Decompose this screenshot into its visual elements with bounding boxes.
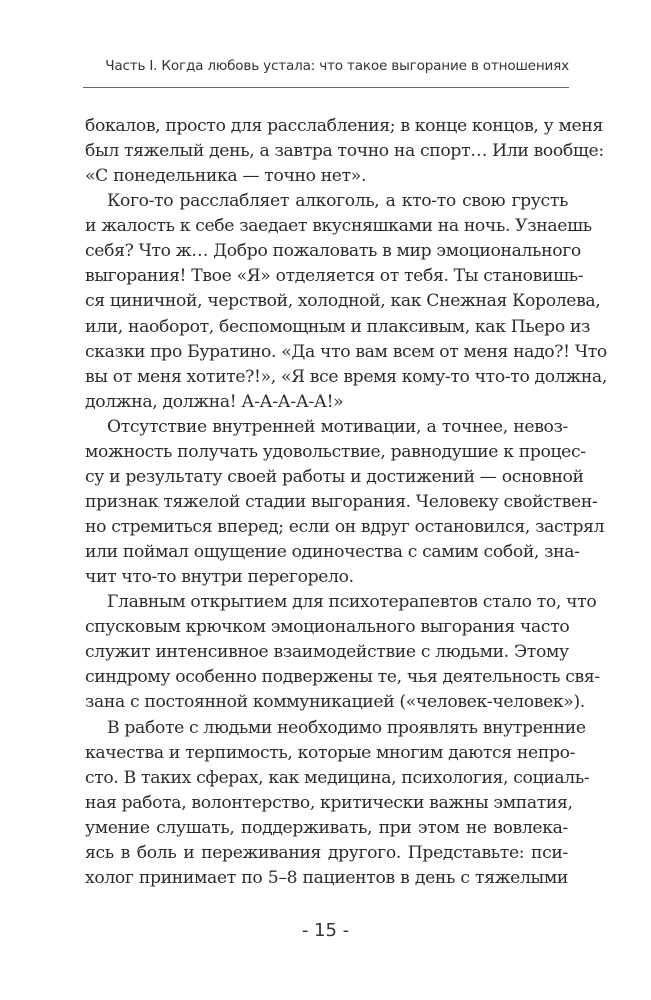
text-line: умение слушать, поддерживать, при этом не вовлека- [85,817,568,838]
text-line: зана с постоянной коммуникацией («человек-человек»). [85,692,585,713]
text-line: чит что-то внутри перегорело. [85,567,354,588]
text-line: су и результату своей работы и достижений — основной [85,466,584,487]
text-line: В работе с людьми необходимо проявлять внутренние [107,717,586,738]
text-line: синдрому особенно подвержены те, чья деятельность свя- [85,667,600,688]
text-line: ная работа, волонтерство, критически важны эмпатия, [85,792,573,813]
body-text [85,114,607,891]
text-line: сказки про Буратино. «Да что вам всем от меня надо?! Что [85,341,607,362]
text-line: бокалов, просто для расслабления; в конце концов, у меня [85,116,603,136]
text-line: спусковым крючком эмоционального выгорания часто [85,617,570,638]
text-line: можность получать удовольствие, равнодушие к процес- [85,441,586,462]
text-line: ясь в боль и переживания другого. Представьте: пси- [85,842,568,863]
text-line: ся циничной, черствой, холодной, как Снежная Королева, [85,291,601,312]
text-line: вы от меня хотите?!», «Я все время кому-то что-то должна, [85,366,607,387]
page-number: - 15 - [301,920,350,941]
text-line: Отсутствие внутренней мотивации, а точнее, невоз- [107,416,568,437]
text-line: был тяжелый день, а завтра точно на спорт… Или вообще: [85,141,604,162]
text-line: выгорания! Твое «Я» отделяется от тебя. Ты становишь- [85,266,584,287]
text-line: должна, должна! А-А-А-А-А!» [85,391,344,412]
text-line: себя? Что ж… Добро пожаловать в мир эмоционального [85,241,581,262]
text-line: признак тяжелой стадии выгорания. Человеку свойствен- [85,491,598,512]
text-line: или поймал ощущение одиночества с самим собой, зна- [85,542,580,563]
text-line: Главным открытием для психотерапевтов стало то, что [107,592,597,613]
text-line: сто. В таких сферах, как медицина, психология, социаль- [85,767,590,788]
text-line: качества и терпимость, которые многим даются непро- [85,742,576,763]
text-line: служит интенсивное взаимодействие с людьми. Этому [85,642,569,663]
header-divider [83,87,569,88]
text-line: но стремиться вперед; если он вдруг остановился, застрял [85,517,605,537]
text-line: или, наоборот, беспомощным и плаксивым, как Пьеро из [85,316,591,337]
text-line: и жалость к себе заедает вкусняшками на ночь. Узнаешь [85,216,592,237]
text-line: «С понедельника — точно нет». [85,166,367,187]
running-header: Часть I. Когда любовь устала: что такое выгорание в отношениях [105,58,569,74]
text-line: Кого-то расслабляет алкоголь, а кто-то свою грусть [107,191,568,212]
text-line: холог принимает по 5–8 пациентов в день с тяжелыми [85,867,568,888]
